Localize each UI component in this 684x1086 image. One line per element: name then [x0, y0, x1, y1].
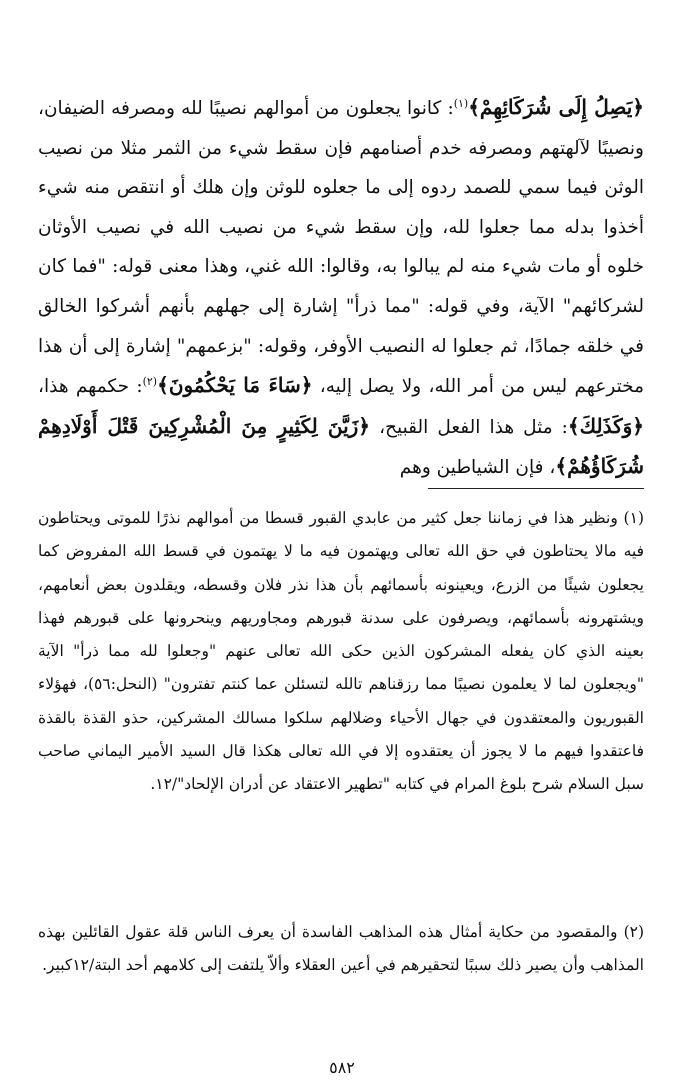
footnote-text: والمقصود من حكاية أمثال هذه المذاهب الفاسدة أن يعرف الناس قلة عقول القائلين بهذه المذاهب وأن يصير ذلك سببًا لتحقيرهم في أعين العقلاء وألاّ يلتفت إلى كلامهم أحد البتة/١٢كبير. [38, 923, 644, 975]
footnote-number: (٢) [623, 923, 645, 941]
main-paragraph [38, 88, 644, 488]
footnote [38, 502, 644, 802]
quran-quote: ﴿سَاءَ مَا يَحْكُمُونَ﴾ [157, 373, 313, 398]
footnote-number: (١) [623, 509, 644, 527]
quran-quote: ﴿وَكَذَلِكَ﴾ [567, 413, 644, 438]
footnote-marker[interactable]: (٢) [142, 375, 158, 388]
footnote [38, 916, 644, 983]
footnote-divider [428, 488, 644, 489]
footnote-text: ونظير هذا في زماننا جعل كثير من عابدي القبور قسطا من أموالهم نذرًا للموتى ويحتاطون فيه مالا يحتاطون في حق الله تعالى ويهتمون فيه ما لا يهتمون في قسط الله المفروض كما يجعلون شيئًا من الزرع، ويعينونه بأسمائهم بأن هذا نذر فلان وقسطه، ويقلدون بعض أنعامهم، ويشتهرونه بأسمائهم، ويصرفون على سدنة قبورهم ومجاوريهم وينحرونها على قبورهم فهذا بعينه الذي كان يفعله المشركون الذين حكى الله تعالى عنهم "وجعلوا لله مما ذرأ" الآية "ويجعلون لما لا يعلمون نصيبًا مما رزقناهم تالله لتسئلن عما كنتم تفترون" (النحل:٥٦)، فهؤلاء القبوريون والمعتقدون في جهال الأحياء وضلالهم سلكوا مسالك المشركين، حذو القذة بالقذة فاعتقدوا فيهم ما لا يجوز أن يعتقدوه إلا في الله تعالى هكذا قال السيد الأمير اليماني صاحب سبل السلام شرح بلوغ المرام في كتابه "تطهير الاعتقاد عن أدران الإلحاد"/١٢. [38, 509, 644, 794]
footnote-marker[interactable]: (١) [453, 96, 469, 110]
page-number: ٥٨٢ [329, 1058, 355, 1077]
commentary-text: : حكمهم هذا، [38, 376, 143, 398]
commentary-text: : مثل هذا الفعل القبيح، [370, 416, 568, 438]
main-text [38, 88, 644, 488]
commentary-text: : كانوا يجعلون من أموالهم نصيبًا لله ومصرفه الضيفان، ونصيبًا لآلهتهم ومصرفه خدم أصنامهم فإن سقط شيء من الثمر مثلا من نصيب الوثن فيما سمي للصمد ردوه إلى ما جعلوه للوثن وإن هلك أو انتقص منه شيء أخذوا بدله مما جعلوا لله، وإن سقط شيء من نصيب الله في نصيب الأوثان خلوه أو مات شيء منه لم يبالوا به، وقالوا: الله غني، وهذا معنى قوله: "فما كان لشركائهم" الآية، وفي قوله: "مما ذرأ" إشارة إلى جهلهم بأنهم أشركوا الخالق في خلقه جمادًا، ثم جعلوا له النصيب الأوفر، وقوله: "بزعمهم" إشارة إلى أن هذا مخترعهم ليس من أمر الله، ولا يصل إليه، [38, 98, 645, 398]
quran-quote: ﴿يَصِلُ إِلَى شُرَكَائِهِمْ﴾ [468, 95, 644, 119]
commentary-text: ، فإن الشياطين وهم [399, 457, 556, 479]
quran-quote: ﴿زَيَّنَ لِكَثِيرٍ مِنَ الْمُشْرِكِينَ قَتْلَ أَوْلَادِهِمْ شُرَكَاؤُهُمْ﴾ [38, 413, 644, 479]
